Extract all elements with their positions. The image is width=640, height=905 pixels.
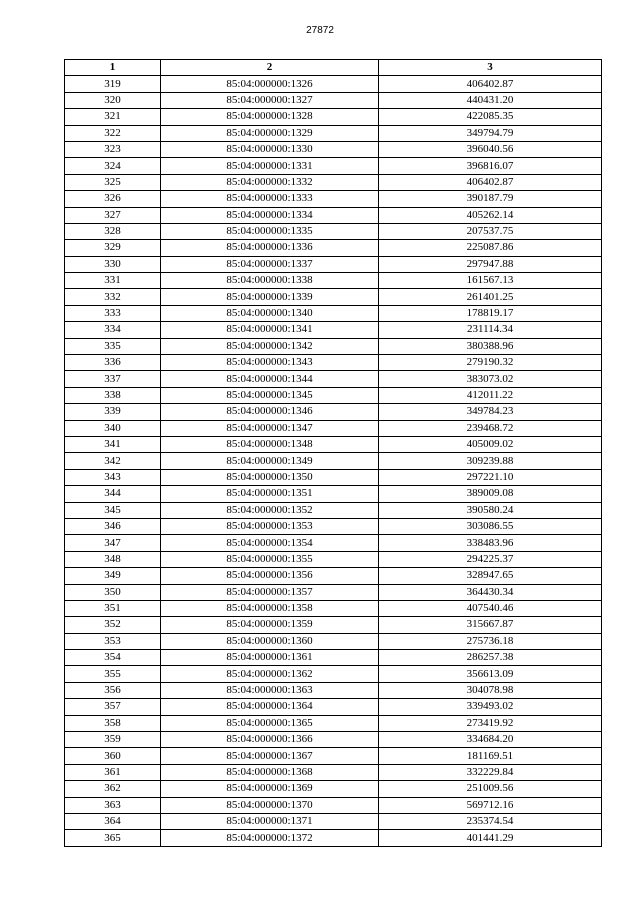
cadastral-number-cell: 85:04:000000:1330: [161, 141, 379, 157]
table-row: [65, 289, 602, 305]
row-number-cell: 348: [65, 551, 161, 567]
value-cell: 383073.02: [379, 371, 602, 387]
row-number-cell: 334: [65, 322, 161, 338]
value-cell: 273419.92: [379, 715, 602, 731]
row-number-cell: 349: [65, 568, 161, 584]
value-cell: 225087.86: [379, 240, 602, 256]
table-row: [65, 797, 602, 813]
row-number-cell: 362: [65, 781, 161, 797]
row-number-cell: 357: [65, 699, 161, 715]
value-cell: 406402.87: [379, 174, 602, 190]
cadastral-number-cell: 85:04:000000:1344: [161, 371, 379, 387]
column-header-2: 2: [161, 60, 379, 76]
value-cell: 231114.34: [379, 322, 602, 338]
table-row: [65, 748, 602, 764]
table-row: [65, 650, 602, 666]
table-row: [65, 273, 602, 289]
cadastral-number-cell: 85:04:000000:1354: [161, 535, 379, 551]
table-header-row: [65, 60, 602, 76]
value-cell: 297221.10: [379, 469, 602, 485]
cadastral-number-cell: 85:04:000000:1371: [161, 813, 379, 829]
table-row: [65, 682, 602, 698]
row-number-cell: 323: [65, 141, 161, 157]
row-number-cell: 350: [65, 584, 161, 600]
row-number-cell: 363: [65, 797, 161, 813]
value-cell: 261401.25: [379, 289, 602, 305]
row-number-cell: 325: [65, 174, 161, 190]
value-cell: 349784.23: [379, 404, 602, 420]
table-row: [65, 633, 602, 649]
cadastral-number-cell: 85:04:000000:1360: [161, 633, 379, 649]
cadastral-number-cell: 85:04:000000:1333: [161, 191, 379, 207]
value-cell: 275736.18: [379, 633, 602, 649]
row-number-cell: 322: [65, 125, 161, 141]
value-cell: 178819.17: [379, 305, 602, 321]
row-number-cell: 365: [65, 830, 161, 846]
column-header-1: 1: [65, 60, 161, 76]
table-row: [65, 732, 602, 748]
cadastral-number-cell: 85:04:000000:1370: [161, 797, 379, 813]
value-cell: 569712.16: [379, 797, 602, 813]
cadastral-number-cell: 85:04:000000:1327: [161, 92, 379, 108]
cadastral-number-cell: 85:04:000000:1339: [161, 289, 379, 305]
value-cell: 279190.32: [379, 355, 602, 371]
cadastral-number-cell: 85:04:000000:1355: [161, 551, 379, 567]
cadastral-number-cell: 85:04:000000:1362: [161, 666, 379, 682]
row-number-cell: 345: [65, 502, 161, 518]
cadastral-number-cell: 85:04:000000:1364: [161, 699, 379, 715]
value-cell: 412011.22: [379, 387, 602, 403]
table-row: [65, 322, 602, 338]
table-row: [65, 830, 602, 846]
value-cell: 396040.56: [379, 141, 602, 157]
value-cell: 181169.51: [379, 748, 602, 764]
row-number-cell: 340: [65, 420, 161, 436]
row-number-cell: 337: [65, 371, 161, 387]
value-cell: 390187.79: [379, 191, 602, 207]
table-row: [65, 469, 602, 485]
row-number-cell: 354: [65, 650, 161, 666]
table-row: [65, 240, 602, 256]
cadastral-number-cell: 85:04:000000:1367: [161, 748, 379, 764]
row-number-cell: 351: [65, 600, 161, 616]
table-row: [65, 715, 602, 731]
value-cell: 328947.65: [379, 568, 602, 584]
cadastral-number-cell: 85:04:000000:1326: [161, 76, 379, 92]
cadastral-number-cell: 85:04:000000:1329: [161, 125, 379, 141]
column-header-3: 3: [379, 60, 602, 76]
table-row: [65, 535, 602, 551]
table-row: [65, 502, 602, 518]
cadastral-number-cell: 85:04:000000:1349: [161, 453, 379, 469]
table-row: [65, 518, 602, 534]
table-row: [65, 486, 602, 502]
table-row: [65, 305, 602, 321]
cadastral-number-cell: 85:04:000000:1345: [161, 387, 379, 403]
row-number-cell: 361: [65, 764, 161, 780]
table-row: [65, 109, 602, 125]
row-number-cell: 321: [65, 109, 161, 125]
cadastral-number-cell: 85:04:000000:1365: [161, 715, 379, 731]
table-row: [65, 781, 602, 797]
cadastral-number-cell: 85:04:000000:1369: [161, 781, 379, 797]
value-cell: 349794.79: [379, 125, 602, 141]
cadastral-number-cell: 85:04:000000:1336: [161, 240, 379, 256]
row-number-cell: 336: [65, 355, 161, 371]
row-number-cell: 346: [65, 518, 161, 534]
cadastral-number-cell: 85:04:000000:1353: [161, 518, 379, 534]
value-cell: 405262.14: [379, 207, 602, 223]
cadastral-number-cell: 85:04:000000:1347: [161, 420, 379, 436]
row-number-cell: 358: [65, 715, 161, 731]
value-cell: 304078.98: [379, 682, 602, 698]
table-body: [65, 76, 602, 846]
row-number-cell: 344: [65, 486, 161, 502]
table-row: [65, 584, 602, 600]
value-cell: 297947.88: [379, 256, 602, 272]
value-cell: 406402.87: [379, 76, 602, 92]
row-number-cell: 341: [65, 436, 161, 452]
table-row: [65, 355, 602, 371]
table-row: [65, 436, 602, 452]
page-number: 27872: [306, 25, 334, 36]
cadastral-number-cell: 85:04:000000:1341: [161, 322, 379, 338]
row-number-cell: 333: [65, 305, 161, 321]
value-cell: 356613.09: [379, 666, 602, 682]
cadastral-number-cell: 85:04:000000:1359: [161, 617, 379, 633]
value-cell: 161567.13: [379, 273, 602, 289]
cadastral-number-cell: 85:04:000000:1366: [161, 732, 379, 748]
value-cell: 235374.54: [379, 813, 602, 829]
row-number-cell: 327: [65, 207, 161, 223]
cadastral-number-cell: 85:04:000000:1332: [161, 174, 379, 190]
row-number-cell: 331: [65, 273, 161, 289]
cadastral-number-cell: 85:04:000000:1356: [161, 568, 379, 584]
row-number-cell: 360: [65, 748, 161, 764]
cadastral-number-cell: 85:04:000000:1331: [161, 158, 379, 174]
row-number-cell: 356: [65, 682, 161, 698]
value-cell: 332229.84: [379, 764, 602, 780]
cadastral-number-cell: 85:04:000000:1352: [161, 502, 379, 518]
table-row: [65, 207, 602, 223]
row-number-cell: 330: [65, 256, 161, 272]
value-cell: 390580.24: [379, 502, 602, 518]
cadastral-number-cell: 85:04:000000:1346: [161, 404, 379, 420]
table-row: [65, 699, 602, 715]
table-row: [65, 256, 602, 272]
row-number-cell: 353: [65, 633, 161, 649]
row-number-cell: 332: [65, 289, 161, 305]
value-cell: 396816.07: [379, 158, 602, 174]
value-cell: 401441.29: [379, 830, 602, 846]
table-row: [65, 158, 602, 174]
row-number-cell: 347: [65, 535, 161, 551]
data-table: [64, 59, 602, 847]
row-number-cell: 338: [65, 387, 161, 403]
row-number-cell: 326: [65, 191, 161, 207]
value-cell: 239468.72: [379, 420, 602, 436]
value-cell: 440431.20: [379, 92, 602, 108]
table-row: [65, 551, 602, 567]
row-number-cell: 328: [65, 223, 161, 239]
value-cell: 422085.35: [379, 109, 602, 125]
row-number-cell: 339: [65, 404, 161, 420]
table-row: [65, 764, 602, 780]
cadastral-number-cell: 85:04:000000:1358: [161, 600, 379, 616]
value-cell: 389009.08: [379, 486, 602, 502]
cadastral-number-cell: 85:04:000000:1337: [161, 256, 379, 272]
row-number-cell: 329: [65, 240, 161, 256]
value-cell: 334684.20: [379, 732, 602, 748]
table-row: [65, 125, 602, 141]
value-cell: 251009.56: [379, 781, 602, 797]
value-cell: 315667.87: [379, 617, 602, 633]
table-row: [65, 568, 602, 584]
table-row: [65, 600, 602, 616]
cadastral-number-cell: 85:04:000000:1334: [161, 207, 379, 223]
table-row: [65, 141, 602, 157]
cadastral-number-cell: 85:04:000000:1328: [161, 109, 379, 125]
table-row: [65, 453, 602, 469]
value-cell: 407540.46: [379, 600, 602, 616]
table-row: [65, 420, 602, 436]
row-number-cell: 320: [65, 92, 161, 108]
table-row: [65, 92, 602, 108]
table-row: [65, 223, 602, 239]
row-number-cell: 355: [65, 666, 161, 682]
value-cell: 339493.02: [379, 699, 602, 715]
value-cell: 380388.96: [379, 338, 602, 354]
table-row: [65, 338, 602, 354]
cadastral-number-cell: 85:04:000000:1338: [161, 273, 379, 289]
cadastral-number-cell: 85:04:000000:1372: [161, 830, 379, 846]
row-number-cell: 359: [65, 732, 161, 748]
row-number-cell: 352: [65, 617, 161, 633]
table-row: [65, 666, 602, 682]
cadastral-number-cell: 85:04:000000:1357: [161, 584, 379, 600]
cadastral-number-cell: 85:04:000000:1348: [161, 436, 379, 452]
row-number-cell: 343: [65, 469, 161, 485]
cadastral-number-cell: 85:04:000000:1342: [161, 338, 379, 354]
row-number-cell: 319: [65, 76, 161, 92]
table-row: [65, 191, 602, 207]
value-cell: 303086.55: [379, 518, 602, 534]
cadastral-number-cell: 85:04:000000:1368: [161, 764, 379, 780]
table-row: [65, 371, 602, 387]
table-row: [65, 813, 602, 829]
value-cell: 294225.37: [379, 551, 602, 567]
value-cell: 309239.88: [379, 453, 602, 469]
cadastral-number-cell: 85:04:000000:1340: [161, 305, 379, 321]
table-row: [65, 387, 602, 403]
cadastral-number-cell: 85:04:000000:1350: [161, 469, 379, 485]
row-number-cell: 324: [65, 158, 161, 174]
cadastral-number-cell: 85:04:000000:1361: [161, 650, 379, 666]
value-cell: 364430.34: [379, 584, 602, 600]
cadastral-number-cell: 85:04:000000:1343: [161, 355, 379, 371]
table-row: [65, 617, 602, 633]
value-cell: 405009.02: [379, 436, 602, 452]
cadastral-number-cell: 85:04:000000:1351: [161, 486, 379, 502]
cadastral-number-cell: 85:04:000000:1335: [161, 223, 379, 239]
table-row: [65, 76, 602, 92]
table-row: [65, 404, 602, 420]
table-row: [65, 174, 602, 190]
value-cell: 207537.75: [379, 223, 602, 239]
row-number-cell: 364: [65, 813, 161, 829]
cadastral-number-cell: 85:04:000000:1363: [161, 682, 379, 698]
row-number-cell: 335: [65, 338, 161, 354]
row-number-cell: 342: [65, 453, 161, 469]
value-cell: 286257.38: [379, 650, 602, 666]
value-cell: 338483.96: [379, 535, 602, 551]
